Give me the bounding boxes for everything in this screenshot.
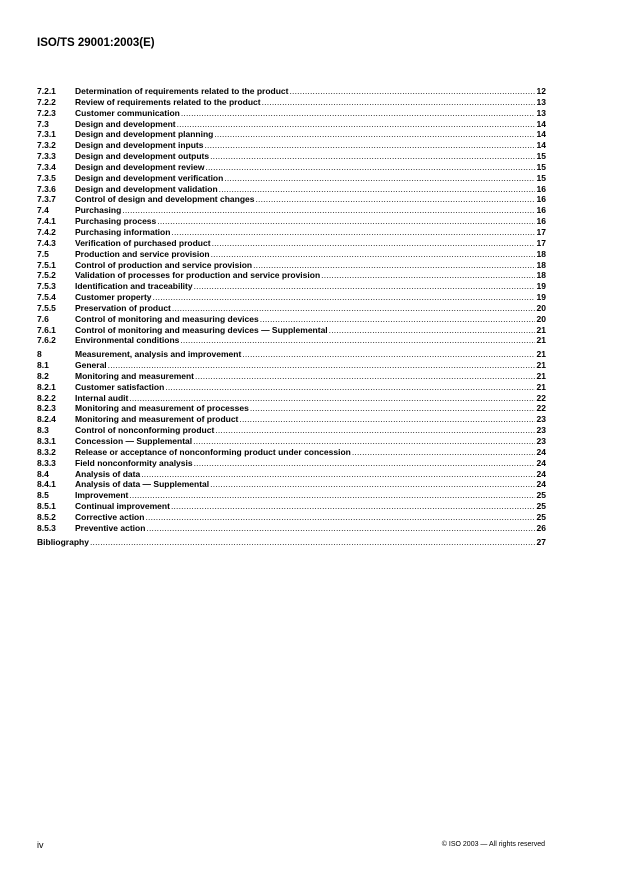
toc-entry[interactable] bbox=[37, 512, 546, 523]
toc-leader-dots bbox=[255, 194, 535, 205]
toc-leader-dots bbox=[90, 537, 535, 548]
toc-entry[interactable] bbox=[37, 97, 546, 108]
toc-entry-number: 7.5.4 bbox=[37, 292, 56, 303]
toc-entry[interactable] bbox=[37, 382, 546, 393]
toc-entry[interactable] bbox=[37, 270, 546, 281]
toc-entry[interactable] bbox=[37, 425, 546, 436]
toc-entry-page: 22 bbox=[536, 392, 546, 403]
toc-entry-page: 20 bbox=[536, 313, 546, 324]
toc-leader-dots bbox=[210, 479, 535, 490]
toc-entry-number: 7.3.3 bbox=[37, 151, 56, 162]
toc-entry-page: 14 bbox=[536, 129, 546, 140]
toc-entry-number: 7.4 bbox=[37, 205, 49, 216]
toc-entry[interactable] bbox=[37, 194, 546, 205]
toc-entry[interactable] bbox=[37, 292, 546, 303]
toc-entry-number: 8.3.3 bbox=[37, 457, 56, 468]
toc-leader-dots bbox=[262, 97, 535, 108]
toc-leader-dots bbox=[108, 360, 535, 371]
toc-entry-title: Analysis of data bbox=[75, 468, 141, 479]
toc-leader-dots bbox=[253, 260, 535, 271]
toc-leader-dots bbox=[205, 162, 535, 173]
toc-entry-number: 7.4.1 bbox=[37, 216, 56, 227]
toc-leader-dots bbox=[171, 501, 535, 512]
toc-leader-dots bbox=[122, 205, 535, 216]
toc-entry-title: Control of production and service provision bbox=[75, 259, 253, 270]
toc-leader-dots bbox=[242, 349, 535, 360]
toc-leader-dots bbox=[214, 129, 535, 140]
toc-entry[interactable] bbox=[37, 249, 546, 260]
toc-entry-number: 7.3.2 bbox=[37, 140, 56, 151]
toc-entry-page: 23 bbox=[536, 436, 546, 446]
toc-entry-page: 21 bbox=[536, 360, 546, 371]
toc-entry-page: 16 bbox=[536, 216, 546, 227]
toc-entry-title: Analysis of data — Supplemental bbox=[75, 479, 210, 490]
toc-entry-title: Control of nonconforming product bbox=[75, 425, 215, 436]
toc-entry[interactable] bbox=[37, 360, 546, 371]
toc-entry[interactable] bbox=[37, 205, 546, 216]
toc-leader-dots bbox=[153, 292, 535, 303]
toc-entry[interactable] bbox=[37, 447, 546, 458]
toc-entry-page: 23 bbox=[536, 414, 546, 425]
toc-leader-dots bbox=[171, 227, 535, 238]
toc-leader-dots bbox=[250, 403, 535, 414]
toc-leader-dots bbox=[141, 469, 535, 480]
toc-entry-page: 16 bbox=[536, 183, 546, 194]
toc-entry-title: Purchasing process bbox=[75, 216, 157, 227]
toc-entry-page: 19 bbox=[536, 281, 546, 292]
toc-entry-number: 8.2.3 bbox=[37, 403, 56, 414]
toc-entry-number: 7.4.2 bbox=[37, 226, 56, 237]
toc-entry-page: 14 bbox=[536, 118, 546, 129]
document-header: ISO/TS 29001:2003(E) bbox=[37, 37, 155, 49]
toc-entry-number: 7.3.4 bbox=[37, 161, 56, 172]
toc-entry[interactable] bbox=[37, 129, 546, 140]
toc-entry[interactable] bbox=[37, 140, 546, 151]
toc-entry[interactable] bbox=[37, 325, 546, 336]
toc-entry[interactable] bbox=[37, 501, 546, 512]
toc-entry-page: 15 bbox=[536, 161, 546, 172]
toc-entry-title: Concession — Supplemental bbox=[75, 436, 193, 446]
toc-entry[interactable] bbox=[37, 414, 546, 425]
toc-entry-title: Purchasing information bbox=[75, 226, 171, 237]
toc-entry-number: 7.5 bbox=[37, 248, 49, 259]
toc-entry-page: 24 bbox=[536, 446, 546, 457]
toc-entry-number: 8.2.1 bbox=[37, 381, 56, 392]
toc-entry-title: Bibliography bbox=[37, 536, 89, 547]
toc-entry[interactable] bbox=[37, 119, 546, 130]
toc-leader-dots bbox=[165, 382, 535, 393]
toc-leader-dots bbox=[181, 108, 535, 119]
toc-entry-page: 20 bbox=[536, 302, 546, 313]
toc-entry[interactable] bbox=[37, 523, 546, 534]
toc-leader-dots bbox=[329, 325, 535, 336]
toc-entry[interactable] bbox=[37, 238, 546, 249]
copyright-notice: © ISO 2003 — All rights reserved bbox=[441, 841, 545, 848]
toc-entry-title: Design and development inputs bbox=[75, 140, 204, 151]
toc-entry-title: Environmental conditions bbox=[75, 335, 180, 346]
toc-entry-page: 18 bbox=[536, 248, 546, 259]
toc-entry-title: Preventive action bbox=[75, 522, 146, 533]
toc-leader-dots bbox=[180, 335, 535, 346]
toc-entry-number: 7.3.5 bbox=[37, 172, 56, 183]
toc-entry-number: 8.5.1 bbox=[37, 501, 56, 512]
toc-entry[interactable] bbox=[37, 469, 546, 480]
toc-leader-dots bbox=[239, 414, 535, 425]
toc-leader-dots bbox=[212, 238, 535, 249]
toc-entry-page: 24 bbox=[536, 457, 546, 468]
toc-entry-number: 7.6.2 bbox=[37, 335, 56, 346]
toc-entry-page: 26 bbox=[536, 522, 546, 533]
toc-entry-page: 23 bbox=[536, 425, 546, 436]
toc-entry[interactable] bbox=[37, 436, 546, 447]
toc-entry-title: Identification and traceability bbox=[75, 281, 193, 292]
toc-leader-dots bbox=[193, 436, 535, 447]
toc-leader-dots bbox=[211, 249, 535, 260]
toc-entry-title: Review of requirements related to the product bbox=[75, 96, 261, 107]
toc-entry-title: Field nonconformity analysis bbox=[75, 457, 193, 468]
toc-entry-title: Corrective action bbox=[75, 511, 145, 522]
toc-leader-dots bbox=[172, 303, 535, 314]
toc-entry-page: 24 bbox=[536, 479, 546, 490]
toc-entry-page: 12 bbox=[536, 86, 546, 96]
toc-entry-title: Control of design and development changes bbox=[75, 194, 255, 205]
toc-entry-title: Customer satisfaction bbox=[75, 381, 165, 392]
toc-entry-number: 8.3.1 bbox=[37, 436, 56, 446]
toc-leader-dots bbox=[260, 314, 535, 325]
toc-entry-number: 7.3 bbox=[37, 118, 49, 129]
toc-entry-title: Design and development bbox=[75, 118, 176, 129]
toc-entry-title: Continual improvement bbox=[75, 501, 170, 512]
toc-entry[interactable] bbox=[37, 349, 546, 360]
toc-entry-title: Design and development outputs bbox=[75, 151, 210, 162]
table-of-contents bbox=[37, 86, 546, 547]
toc-entry-number: 8.4 bbox=[37, 468, 49, 479]
toc-leader-dots bbox=[129, 490, 535, 501]
toc-entry-page: 15 bbox=[536, 172, 546, 183]
toc-leader-dots bbox=[146, 523, 535, 534]
toc-entry-number: 7.5.1 bbox=[37, 259, 56, 270]
toc-entry-number: 7.2.3 bbox=[37, 107, 56, 118]
toc-entry[interactable] bbox=[37, 314, 546, 325]
toc-entry-number: 8.2 bbox=[37, 370, 49, 381]
toc-entry-page: 25 bbox=[536, 511, 546, 522]
toc-entry-title: Purchasing bbox=[75, 205, 122, 216]
toc-entry-title: Monitoring and measurement of product bbox=[75, 414, 239, 425]
toc-leader-dots bbox=[204, 140, 535, 151]
toc-entry-page: 21 bbox=[536, 349, 546, 360]
toc-entry-number: 7.5.2 bbox=[37, 270, 56, 281]
toc-entry-number: 8.3.2 bbox=[37, 446, 56, 457]
toc-entry-title: Measurement, analysis and improvement bbox=[75, 349, 242, 360]
toc-entry-title: Design and development review bbox=[75, 161, 205, 172]
toc-entry-page: 27 bbox=[536, 536, 546, 547]
toc-entry-number: 8.1 bbox=[37, 360, 49, 371]
toc-entry[interactable] bbox=[37, 458, 546, 469]
toc-entry[interactable] bbox=[37, 303, 546, 314]
toc-entry[interactable] bbox=[37, 403, 546, 414]
toc-entry[interactable] bbox=[37, 216, 546, 227]
toc-leader-dots bbox=[194, 458, 535, 469]
toc-entry-page: 16 bbox=[536, 194, 546, 205]
toc-entry-title: Design and development planning bbox=[75, 129, 214, 140]
toc-entry[interactable] bbox=[37, 227, 546, 238]
toc-entry-title: Verification of purchased product bbox=[75, 237, 211, 248]
toc-leader-dots bbox=[210, 151, 535, 162]
toc-entry[interactable] bbox=[37, 335, 546, 346]
toc-entry[interactable] bbox=[37, 108, 546, 119]
toc-entry-number: 8.5.2 bbox=[37, 511, 56, 522]
toc-entry-number: 8 bbox=[37, 349, 42, 360]
toc-entry-title: Customer communication bbox=[75, 107, 180, 118]
toc-entry-page: 18 bbox=[536, 259, 546, 270]
toc-entry-number: 7.4.3 bbox=[37, 237, 56, 248]
toc-entry-title: Production and service provision bbox=[75, 248, 210, 259]
toc-leader-dots bbox=[129, 393, 535, 404]
toc-leader-dots bbox=[177, 119, 535, 130]
toc-leader-dots bbox=[194, 281, 535, 292]
toc-entry[interactable] bbox=[37, 151, 546, 162]
toc-entry-number: 7.6.1 bbox=[37, 324, 56, 335]
toc-entry[interactable] bbox=[37, 371, 546, 382]
toc-entry-page: 21 bbox=[536, 370, 546, 381]
toc-entry-page: 25 bbox=[536, 490, 546, 501]
toc-entry[interactable] bbox=[37, 537, 546, 548]
toc-entry-page: 13 bbox=[536, 107, 546, 118]
toc-entry-number: 8.2.2 bbox=[37, 392, 56, 403]
toc-entry-number: 7.3.6 bbox=[37, 183, 56, 194]
toc-leader-dots bbox=[215, 425, 535, 436]
toc-entry-title: Validation of processes for production and service provision bbox=[75, 270, 321, 281]
toc-entry[interactable] bbox=[37, 490, 546, 501]
toc-entry[interactable] bbox=[37, 281, 546, 292]
toc-entry-number: 7.3.1 bbox=[37, 129, 56, 140]
toc-entry-page: 16 bbox=[536, 205, 546, 216]
toc-entry-number: 7.3.7 bbox=[37, 194, 56, 205]
toc-leader-dots bbox=[224, 173, 535, 184]
toc-entry-number: 7.6 bbox=[37, 313, 49, 324]
toc-entry-number: 8.5.3 bbox=[37, 522, 56, 533]
toc-entry-title: Customer property bbox=[75, 292, 152, 303]
toc-entry-page: 22 bbox=[536, 403, 546, 414]
toc-entry[interactable] bbox=[37, 393, 546, 404]
toc-entry-number: 8.3 bbox=[37, 425, 49, 436]
toc-entry[interactable] bbox=[37, 86, 546, 97]
toc-entry[interactable] bbox=[37, 260, 546, 271]
toc-entry-number: 8.2.4 bbox=[37, 414, 56, 425]
toc-entry[interactable] bbox=[37, 479, 546, 490]
toc-entry-page: 17 bbox=[536, 237, 546, 248]
toc-entry-title: Preservation of product bbox=[75, 302, 171, 313]
toc-entry-title: Monitoring and measurement bbox=[75, 370, 195, 381]
toc-leader-dots bbox=[219, 184, 535, 195]
toc-leader-dots bbox=[321, 270, 535, 281]
toc-entry-title: Internal audit bbox=[75, 392, 129, 403]
toc-entry-title: Determination of requirements related to the product bbox=[75, 86, 289, 96]
toc-entry-title: Control of monitoring and measuring devices bbox=[75, 313, 259, 324]
toc-entry-page: 19 bbox=[536, 292, 546, 303]
toc-entry-page: 17 bbox=[536, 226, 546, 237]
toc-entry-page: 13 bbox=[536, 96, 546, 107]
toc-entry-title: Design and development validation bbox=[75, 183, 218, 194]
toc-leader-dots bbox=[145, 512, 535, 523]
toc-entry-title: Monitoring and measurement of processes bbox=[75, 403, 249, 414]
toc-entry-title: Control of monitoring and measuring devices — Supplemental bbox=[75, 324, 328, 335]
toc-entry-title: General bbox=[75, 360, 107, 371]
toc-entry[interactable] bbox=[37, 173, 546, 184]
toc-entry-page: 24 bbox=[536, 468, 546, 479]
toc-entry-page: 25 bbox=[536, 501, 546, 512]
toc-entry-number: 7.2.2 bbox=[37, 96, 56, 107]
toc-entry-page: 21 bbox=[536, 324, 546, 335]
toc-leader-dots bbox=[195, 371, 535, 382]
toc-entry-number: 7.2.1 bbox=[37, 86, 56, 96]
toc-entry-number: 7.5.3 bbox=[37, 281, 56, 292]
toc-leader-dots bbox=[157, 216, 535, 227]
toc-entry-number: 7.5.5 bbox=[37, 302, 56, 313]
toc-entry-page: 15 bbox=[536, 151, 546, 162]
toc-entry-page: 21 bbox=[536, 381, 546, 392]
toc-entry-page: 18 bbox=[536, 270, 546, 281]
toc-entry[interactable] bbox=[37, 184, 546, 195]
toc-entry-title: Design and development verification bbox=[75, 172, 224, 183]
page-number: iv bbox=[37, 840, 44, 850]
toc-entry-number: 8.4.1 bbox=[37, 479, 56, 490]
toc-entry-title: Improvement bbox=[75, 490, 129, 501]
toc-leader-dots bbox=[289, 86, 535, 97]
toc-entry[interactable] bbox=[37, 162, 546, 173]
toc-entry-page: 21 bbox=[536, 335, 546, 346]
toc-leader-dots bbox=[352, 447, 535, 458]
toc-entry-page: 14 bbox=[536, 140, 546, 151]
toc-entry-number: 8.5 bbox=[37, 490, 49, 501]
toc-entry-title: Release or acceptance of nonconforming product under concession bbox=[75, 446, 351, 457]
